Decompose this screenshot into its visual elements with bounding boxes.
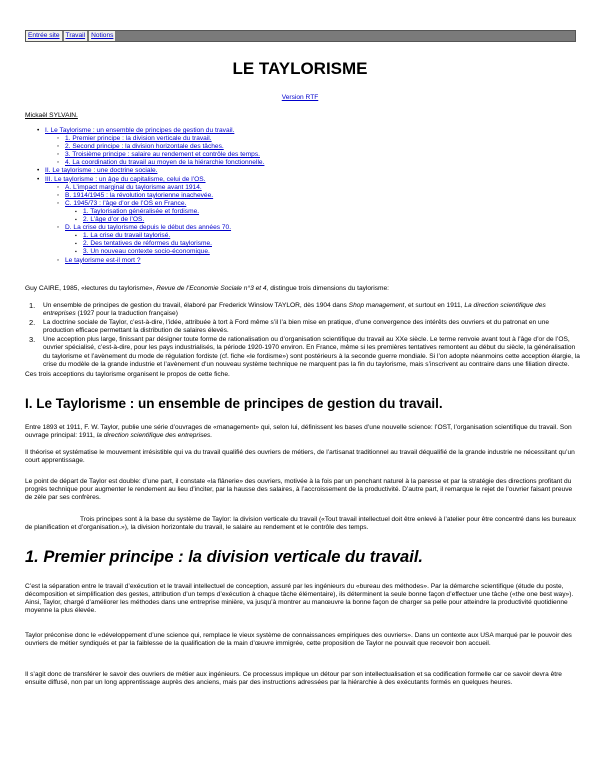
toc-item <box>25 176 585 184</box>
list-text: Une acception plus large, finissant par désigner toute forme de rationalisation ou d’organisation scientifique du travail au XXe siècle. Le terme renvoie avant tout à l’âge d’or de l’OS, ouvrier spécialisé, c’est-à-dire, pour les pays industrialisés, la période 1920-1970 environ. En France, même si les premières tentatives remontent au début du siècle, la généralisation du taylorisme et l’avènement du mode de régulation fordiste (cf. fiche «le fordisme») sont postérieurs à la seconde guerre mondiale. Si l’on adopte néanmoins cette acception élargie, la crise du modèle de la grande industrie et l’avènement d’un nouveau système technique ne marquent pas la fin du taylorisme, mais s’inscrivent au contraire dans une filiation directe. <box>43 336 580 368</box>
paragraph: C’est la séparation entre le travail d’exécution et le travail intellectuel de conception, assuré par les ingénieurs du «bureau des méthodes». Par la démarche scientifique (étude du poste, décomposition et simplification des gestes, attribution d’un temps d’exécution à chaque tâche élémentaire), ils déterminent la seule bonne façon d’effectuer une tâche («the one best way»). Ainsi, Taylor, chargé d’améliorer les méthodes dans une entreprise minière, va jusqu’à montrer au manœuvre la bonne façon de charger sa pelle pour atteindre la productivité quotidienne moyenne la plus élevée. <box>25 583 574 615</box>
paragraph-italic: la direction scientifique des entreprises. <box>96 432 213 440</box>
version-rtf-link[interactable]: Version RTF <box>281 94 319 101</box>
toc-item <box>25 192 585 200</box>
toc-item <box>25 200 585 208</box>
toc-item <box>25 127 585 135</box>
list-number: 2. <box>29 318 36 328</box>
toc-link[interactable]: 1. La crise du travail taylorisé. <box>83 232 171 240</box>
paragraph: Trois principes sont à la base du système de Taylor: la division verticale du travail («Tout travail intellectuel doit être enlevé à l’atelier pour être concentré dans les bureaux de planification et d’organisation.»), la division horizontale du travail, le salaire au rendement et le contrôle des temps. <box>25 516 576 532</box>
intro-text-end: distingue trois dimensions du taylorisme: <box>268 285 390 292</box>
toc-item <box>25 232 585 240</box>
list-text-italic: Shop management <box>348 302 405 309</box>
toc-link[interactable]: D. La crise du taylorisme depuis le début des années 70. <box>65 224 232 232</box>
paragraph: Il s’agit donc de transférer le savoir des ouvriers de métier aux ingénieurs. Ce processus implique un détour par son intellectualisation et sa codification formelle car ce savoir devra être ensuite diffusé, non par un long apprentissage auprès des anciens, mais par des instructions adressées par la hiérarchie à des exécutants formés en quelques heures. <box>25 671 562 687</box>
author-name: Mickaël SYLVAIN. <box>25 112 78 119</box>
paragraph-text: Entre 1893 et 1911, F. W. Taylor, publie une série d’ouvrages de «management» qui, selon lui, définissent les bases d’une nouvelle science: l’OST, l’organisation scientifique du travail. Son ouvrage principal: 1911, <box>25 424 572 440</box>
list-number: 1. <box>29 301 36 310</box>
toc-link[interactable]: C. 1945/73 : l’âge d’or de l’OS en France. <box>65 199 187 207</box>
list-item <box>25 336 580 368</box>
toc-link[interactable]: 4. La coordination du travail au moyen de la hiérarchie fonctionnelle. <box>65 159 265 167</box>
intro-text: Guy CAIRE, 1985, «lectures du taylorisme», <box>25 285 157 292</box>
version-rtf-container <box>0 94 600 103</box>
toc-link[interactable]: 1. Taylorisation généralisée et fordisme. <box>83 207 200 215</box>
list-text: Un ensemble de principes de gestion du travail, élaboré par Frederick Winslow TAYLOR, dès 1904 dans <box>43 302 349 309</box>
section-heading: I. Le Taylorisme : un ensemble de principes de gestion du travail. <box>25 396 443 411</box>
toc-link[interactable]: 1. Premier principe : la division verticale du travail. <box>65 135 212 143</box>
toc-link[interactable]: 3. Un nouveau contexte socio-économique. <box>83 248 210 256</box>
nav-link-notions[interactable]: Notions <box>91 32 114 39</box>
list-number: 3. <box>29 335 36 345</box>
toc-link[interactable]: 2. L’âge d’or de l’OS. <box>83 216 145 224</box>
list-text-italic: La direction scientifique des entreprises <box>43 302 546 318</box>
toc-link[interactable]: II. Le taylorisme : une doctrine sociale. <box>45 167 158 175</box>
toc-item <box>25 240 585 248</box>
toc-item <box>25 184 585 192</box>
toc-item <box>25 135 585 143</box>
paragraph: Le point de départ de Taylor est double: d’une part, il constate «la flânerie» des ouvriers, motivée à la fois par un penchant naturel à la paresse et par la stratégie des directions profitant du progrès technique pour augmenter le rendement au lieu d’inciter, par la hausse des salaires, à l’accroissement de la productivité. D’autre part, il remarque le rejet de l’ouvrier faisant preuve de zèle par ses confrères. <box>25 478 573 502</box>
table-of-contents <box>25 127 585 265</box>
toc-item <box>25 151 585 159</box>
toc-item <box>25 224 585 232</box>
paragraph: Taylor préconise donc le «développement d’une science qui, remplace le vieux système de connaissances empiriques des ouvriers». Dans un contexte aux USA marqué par le pouvoir des ouvriers de métier syndiqués et par la faiblesse de la qualification de la main d’œuvre immigrée, cette proposition de Taylor ne pouvait que recevoir bon accueil. <box>25 632 572 648</box>
paragraph <box>25 424 580 440</box>
toc-link[interactable]: B. 1914/1945 : la révolution taylorienne inachevée. <box>65 191 214 199</box>
toc-link[interactable]: I. Le Taylorisme : un ensemble de principes de gestion du travail. <box>45 127 235 134</box>
toc-item <box>25 257 585 265</box>
toc-item <box>25 159 585 167</box>
toc-link[interactable]: 2. Second principe : la division horizontale des tâches. <box>65 143 224 151</box>
toc-link[interactable]: III. Le taylorisme : un âge du capitalisme, celui de l’OS. <box>45 175 206 183</box>
toc-item <box>25 143 585 151</box>
subsection-heading: 1. Premier principe : la division verticale du travail. <box>25 548 423 566</box>
list-text: , et surtout en 1911, <box>404 302 465 309</box>
toc-link[interactable]: 2. Des tentatives de réformes du taylorisme. <box>83 240 212 248</box>
list-item <box>25 302 580 318</box>
toc-link[interactable]: A. L’impact marginal du taylorisme avant 1914. <box>65 183 202 191</box>
acceptions-note: Ces trois acceptions du taylorisme organisent le propos de cette fiche. <box>25 371 230 378</box>
list-item <box>25 319 580 335</box>
intro-journal: Revue de l’Economie Sociale n°3 et 4, <box>156 285 269 292</box>
dimensions-list <box>25 302 580 370</box>
toc-item <box>25 216 585 224</box>
top-nav-bar <box>25 30 576 42</box>
paragraph: Il théorise et systématise le mouvement irrésistible qui va du travail qualifié des ouvriers de métiers, de l’artisanat traditionnel au travail déqualifié de la grande industrie ne nécessitant qu’un court apprentissage. <box>25 449 575 465</box>
list-text: La doctrine sociale de Taylor, c’est-à-dire, l’idée, attribuée à tort à Ford même s’il l’a bien mise en pratique, d’une convergence des intérêts des ouvriers et du patronat en une production efficace permettant la distribution de salaires élevés. <box>43 319 550 335</box>
toc-item <box>25 167 585 175</box>
toc-link[interactable]: Le taylorisme est-il mort ? <box>65 256 141 264</box>
nav-link-travail[interactable]: Travail <box>65 32 86 39</box>
toc-list <box>25 127 585 265</box>
list-text: (1927 pour la traduction française) <box>75 310 178 318</box>
page-title: LE TAYLORISME <box>232 59 368 78</box>
nav-link-entree-site[interactable]: Entrée site <box>28 32 60 39</box>
toc-link[interactable]: 3. Troisième principe : salaire au rendement et contrôle des temps. <box>65 151 260 159</box>
toc-item <box>25 208 585 216</box>
toc-item <box>25 248 585 256</box>
intro-paragraph <box>25 285 580 294</box>
